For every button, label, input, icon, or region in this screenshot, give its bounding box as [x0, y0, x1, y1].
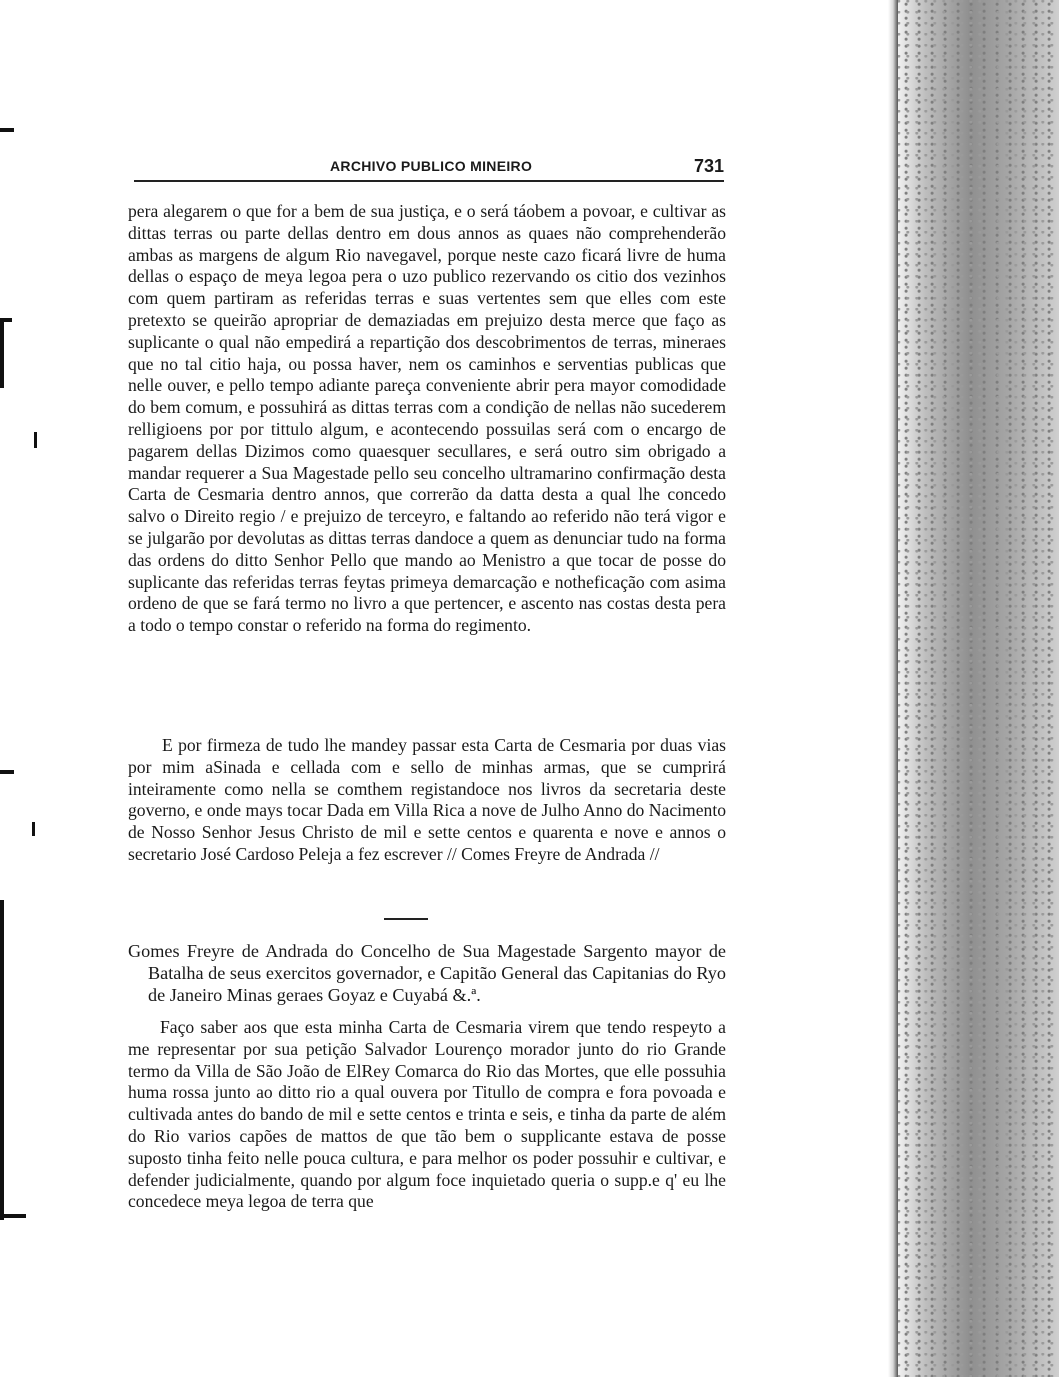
header-rule: [134, 180, 724, 182]
edge-mark: [0, 318, 12, 322]
binding-gutter-shadow: [897, 0, 1059, 1377]
paragraph-3: Faço saber aos que esta minha Carta de Cesmaria virem que tendo respeyto a me representar por sua petição Salvador Lourenço morador junto do rio Grande termo da Villa de São João de ElRey Comarca do Rio das Mortes, que elle possuhia huma rossa junto ao ditto rio a qual ouvera por Titullo de compra e fora povoada e cultivada antes do bando de mil e sette centos e trinta e seis, e tinha da parte de além do Rio varios capões de mattos de que tão bem o supplicante estava de posse suposto tinha feito nelle pouca cultura, e para melhor os poder possuhir e cultivar, e defender judicialmente, quando por algum foce inquietado queria o supp.e q' eu lhe concedece meya legoa de terra que: [128, 1017, 726, 1212]
edge-mark: [0, 1214, 26, 1218]
page-number: 731: [693, 156, 724, 176]
running-head: [134, 158, 724, 182]
running-title: ARCHIVO PUBLICO MINEIRO: [330, 158, 533, 174]
edge-mark: [0, 900, 4, 1220]
edge-mark: [34, 432, 37, 448]
edge-mark: [0, 128, 14, 132]
paragraph-1: pera alegarem o que for a bem de sua justiça, e o será táobem a povoar, e cultivar as dittas terras ou parte dellas dentro em dous annos as quaes não comprehenderão ambas as margens de algum Rio navegavel, porque neste cazo ficará livre de huma dellas o espaço de meya legoa pera o uzo publico rezervando os citio dos vezinhos com quem partiram as referidas terras e suas vertentes sem que elles com este pretexto se queirão apropriar de demaziadas em prejuizo desta merce que faço as suplicante o qual não empedirá a repartição dos descobrimentos de terras, mineraes que no tal citio haja, ou possa haver, nem os caminhos e serventias publicas que nelle ouver, e pello tempo adiante pareça conveniente abrir pera mayor comodidade do bem comum, e possuhirá as dittas terras com a condição de nellas não sucederem relligioens por por tittulo algum, e acontecendo possuilas será com o encargo de pagarem dellas Dizimos como quaesquer secullares, e será outro sim obrigado a mandar requerer a Sua Magestade pello seu concelho ultramarino confirmação desta Carta de Cesmaria dentro annos, que correrão da datta desta a qual lhe concedo salvo o Direito regio / e prejuizo de terceyro, e faltando ao referido não terá vigor e se julgarão por devolutas as dittas terras dandoce a quem as denunciar tudo na forma das ordens do ditto Senhor Pello que mando ao Menistro a que tocar de posse do suplicante das referidas terras feytas primeya demarcação e notheficação com asima ordeno de que se fará termo no livro a que pertencer, e ascento nas costas desta pera a todo o tempo constar o referido na forma do regimento.: [128, 201, 726, 636]
section-heading: Gomes Freyre de Andrada do Concelho de Sua Magestade Sargento mayor de Batalha de seus exercitos governador, e Capitão General das Capitanias do Ryo de Janeiro Minas geraes Goyaz e Cuyabá &.ª.: [128, 941, 726, 1005]
edge-mark: [0, 318, 4, 388]
section-separator: [384, 918, 428, 920]
edge-mark: [0, 770, 14, 774]
edge-mark: [32, 822, 35, 836]
page-edge: [888, 0, 898, 1377]
paragraph-2: E por firmeza de tudo lhe mandey passar esta Carta de Cesmaria por duas vias por mim aSinada e cellada com e sello de minhas armas, que se cumprirá inteiramente como nella se comthem registandoce nos livros da secretaria deste governo, e onde mays tocar Dada em Villa Rica a nove de Julho Anno do Nacimento de Nosso Senhor Jesus Christo de mil e sette centos e quarenta e nove e annos o secretario José Cardoso Peleja a fez escrever // Comes Freyre de Andrada //: [128, 735, 726, 864]
